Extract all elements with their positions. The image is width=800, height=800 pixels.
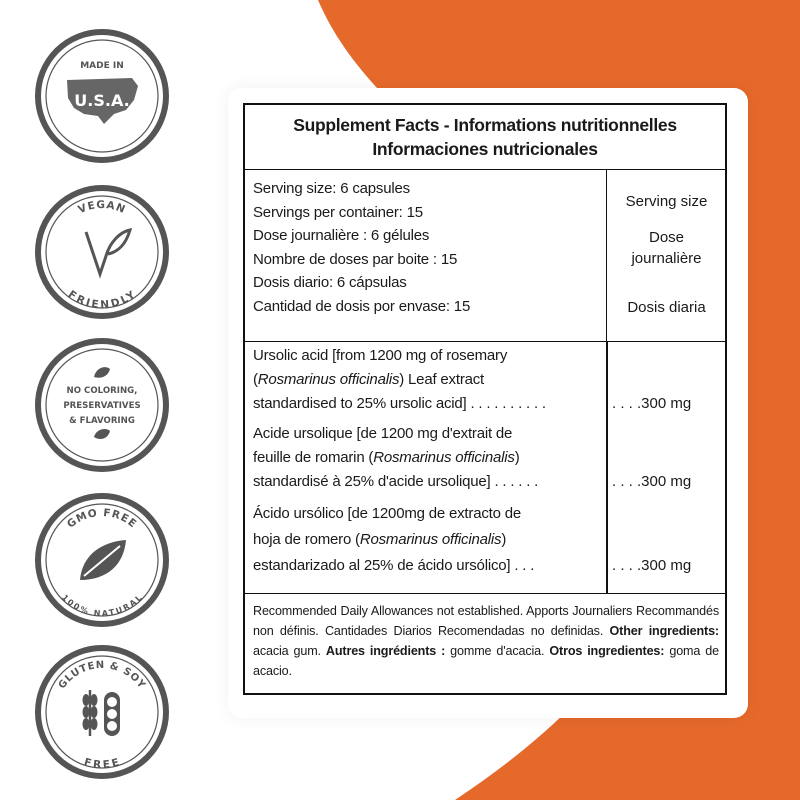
facts-title-line2: Informaciones nutricionales <box>372 139 598 159</box>
ingredient-en-line3: standardised to 25% ursolic acid] . . . . . . . . . . <box>253 395 546 412</box>
otros-ingredientes-value: goma de acacio. <box>253 644 719 678</box>
badge-vegan-bottom-text: FRIENDLY <box>65 288 139 312</box>
otros-ingredientes-label: Otros ingredientes: <box>549 644 665 658</box>
badge-gluten-bottom-text: FREE <box>82 756 122 772</box>
serving-line: Serving size: 6 capsules <box>253 180 410 197</box>
serving-size-column <box>606 169 726 341</box>
autres-ingredients-label: Autres ingrédients : <box>325 644 446 658</box>
badge-gmo-bottom-text: 100% NATURAL <box>60 592 145 619</box>
wheat-icon <box>83 690 98 736</box>
no-coloring-badge <box>34 337 170 473</box>
badge-gmo-top-text: GMO FREE <box>64 506 140 531</box>
facts-title-line1: Supplement Facts - Informations nutritionnelles <box>293 115 677 135</box>
serving-size-header: Serving size <box>625 193 708 210</box>
ingredient-es-line2: hoja de romero (Rosmarinus officinalis) <box>253 531 507 548</box>
ingredient-fr-line1: Acide ursolique [de 1200 mg d'extrait de <box>253 425 513 442</box>
made-in-usa-badge <box>34 28 170 164</box>
column-divider <box>606 341 608 593</box>
supplement-facts-table <box>243 103 727 695</box>
ingredient-es-line1: Ácido ursólico [de 1200mg de extracto de <box>253 505 521 522</box>
gmo-free-badge <box>34 492 170 628</box>
dose-header: Dose <box>648 229 685 246</box>
ingredient-es-amount: . . . .300 mg <box>612 557 692 574</box>
serving-line: Dose journalière : 6 gélules <box>253 227 430 244</box>
dose-header-2: journalière <box>631 250 702 267</box>
gluten-soy-free-badge <box>34 644 170 780</box>
ingredient-fr-amount: . . . .300 mg <box>612 473 692 490</box>
serving-line: Nombre de doses par boite : 15 <box>253 250 458 268</box>
badge-no-coloring-line3: & FLAVORING <box>69 416 135 426</box>
autres-ingredients-value: gomme d'acacia. <box>450 644 545 658</box>
facts-header <box>245 105 725 170</box>
serving-section <box>245 169 725 342</box>
footnotes <box>253 601 719 681</box>
badge-no-coloring-line1: NO COLORING, <box>66 386 138 396</box>
badge-gluten-top-text: GLUTEN & SOY <box>56 659 148 692</box>
dosis-header: Dosis diaria <box>627 299 706 316</box>
serving-line: Cantidad de dosis por envase: 15 <box>253 297 471 315</box>
ingredient-en-amount: . . . .300 mg <box>612 395 692 412</box>
badge-no-coloring-line2: PRESERVATIVES <box>63 401 141 411</box>
allowance-note: Recommended Daily Allowances not established. Apports Journaliers Recommandés non définis. Cantidades Diarios Recomendadas no definidas. <box>253 604 719 638</box>
ingredient-fr-line2: feuille de romarin (Rosmarinus officinalis) <box>253 449 520 466</box>
ingredients-section <box>245 341 725 594</box>
ingredient-en-line1: Ursolic acid [from 1200 mg of rosemary <box>253 347 508 364</box>
badge-usa-main-text: U.S.A. <box>74 91 130 110</box>
badge-usa-top-text: MADE IN <box>80 61 124 71</box>
ingredient-en-line2: (Rosmarinus officinalis) Leaf extract <box>253 371 485 388</box>
serving-line: Dosis diario: 6 cápsulas <box>253 274 407 291</box>
soybean-icon <box>104 692 120 736</box>
other-ingredients-value: acacia gum. <box>253 644 321 658</box>
vegan-badge <box>34 184 170 320</box>
ingredient-es-line3: estandarizado al 25% de ácido ursólico] . . . <box>253 557 535 574</box>
other-ingredients-label: Other ingredients: <box>609 624 719 638</box>
ingredient-fr-line3: standardisé à 25% d'acide ursolique] . . . . . . <box>253 473 539 490</box>
badge-vegan-top-text: VEGAN <box>76 198 128 217</box>
serving-line: Servings per container: 15 <box>253 203 423 221</box>
serving-info <box>253 177 603 318</box>
